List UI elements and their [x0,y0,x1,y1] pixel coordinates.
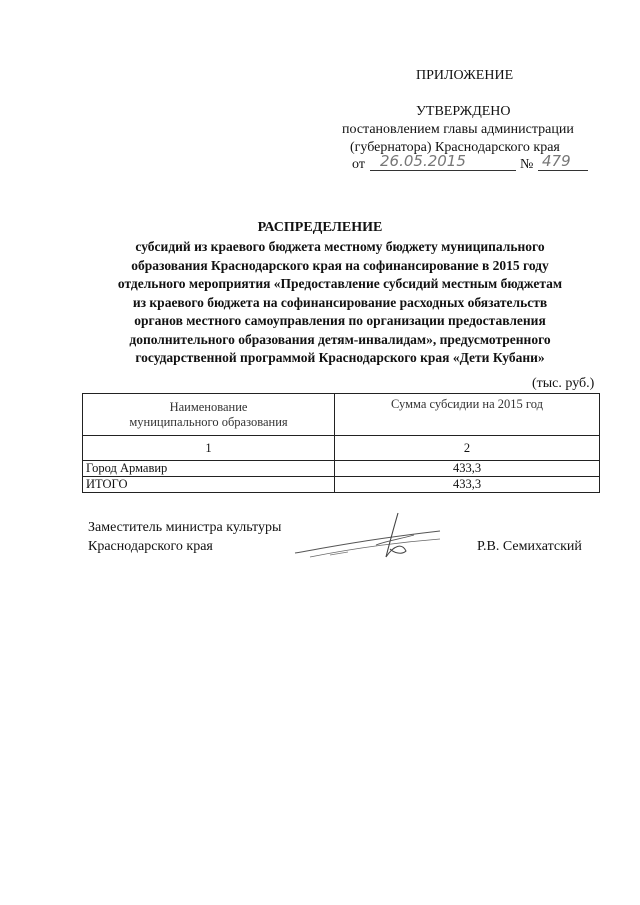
subtitle-line: субсидий из краевого бюджета местному бюджету муниципального [135,239,545,254]
approved-label: УТВЕРЖДЕНО [416,104,511,119]
subtitle-line: органов местного самоуправления по организации предоставления [134,313,546,328]
subtitle-line: отдельного мероприятия «Предоставление субсидий местным бюджетам [117,276,563,291]
subtitle-line: государственной программой Краснодарского края «Дети Кубани» [135,350,545,365]
table-row [83,461,600,477]
total-amount: 433,3 [335,477,600,493]
subtitle-line: дополнительного образования детям-инвалидам», предусмотренного [129,331,551,347]
signatory-name: Р.В. Семихатский [477,539,582,554]
row-amount: 433,3 [335,461,600,477]
resolution-line-2: (губернатора) Краснодарского края [350,140,560,155]
header-municipality-line-1: Наименование [169,399,248,414]
document-title: РАСПРЕДЕЛЕНИЕ [257,220,383,235]
handwritten-number: 479 [542,152,571,170]
header-subsidy-amount: Сумма субсидии на 2015 год [335,394,600,436]
table-row-total [83,477,600,493]
subtitle-line: образования Краснодарского края на софинансирование в 2015 году [131,257,549,273]
date-line [352,152,571,174]
handwritten-signature [290,505,450,565]
resolution-line-1: постановлением главы администрации [342,122,574,137]
signatory-position-line-1: Заместитель министра культуры [88,520,282,535]
signatory-position-line-2: Краснодарского края [88,539,213,554]
subtitle-line: из краевого бюджета на софинансирование расходных обязательств [132,294,548,310]
row-municipality-name: Город Армавир [83,461,335,477]
document-subtitle [80,238,600,368]
header-municipality-line-2: муниципального образования [129,414,288,429]
total-label: ИТОГО [83,477,335,493]
date-prefix: от [352,157,365,172]
column-number-1: 1 [83,436,335,461]
header-municipality [83,394,335,436]
distribution-table [82,393,600,493]
units-label: (тыс. руб.) [532,376,595,391]
table-header-row [83,394,600,436]
column-number-2: 2 [335,436,600,461]
table-column-number-row [83,436,600,461]
appendix-label: ПРИЛОЖЕНИЕ [416,68,514,83]
number-prefix: № [520,157,534,172]
handwritten-date: 26.05.2015 [380,152,466,170]
